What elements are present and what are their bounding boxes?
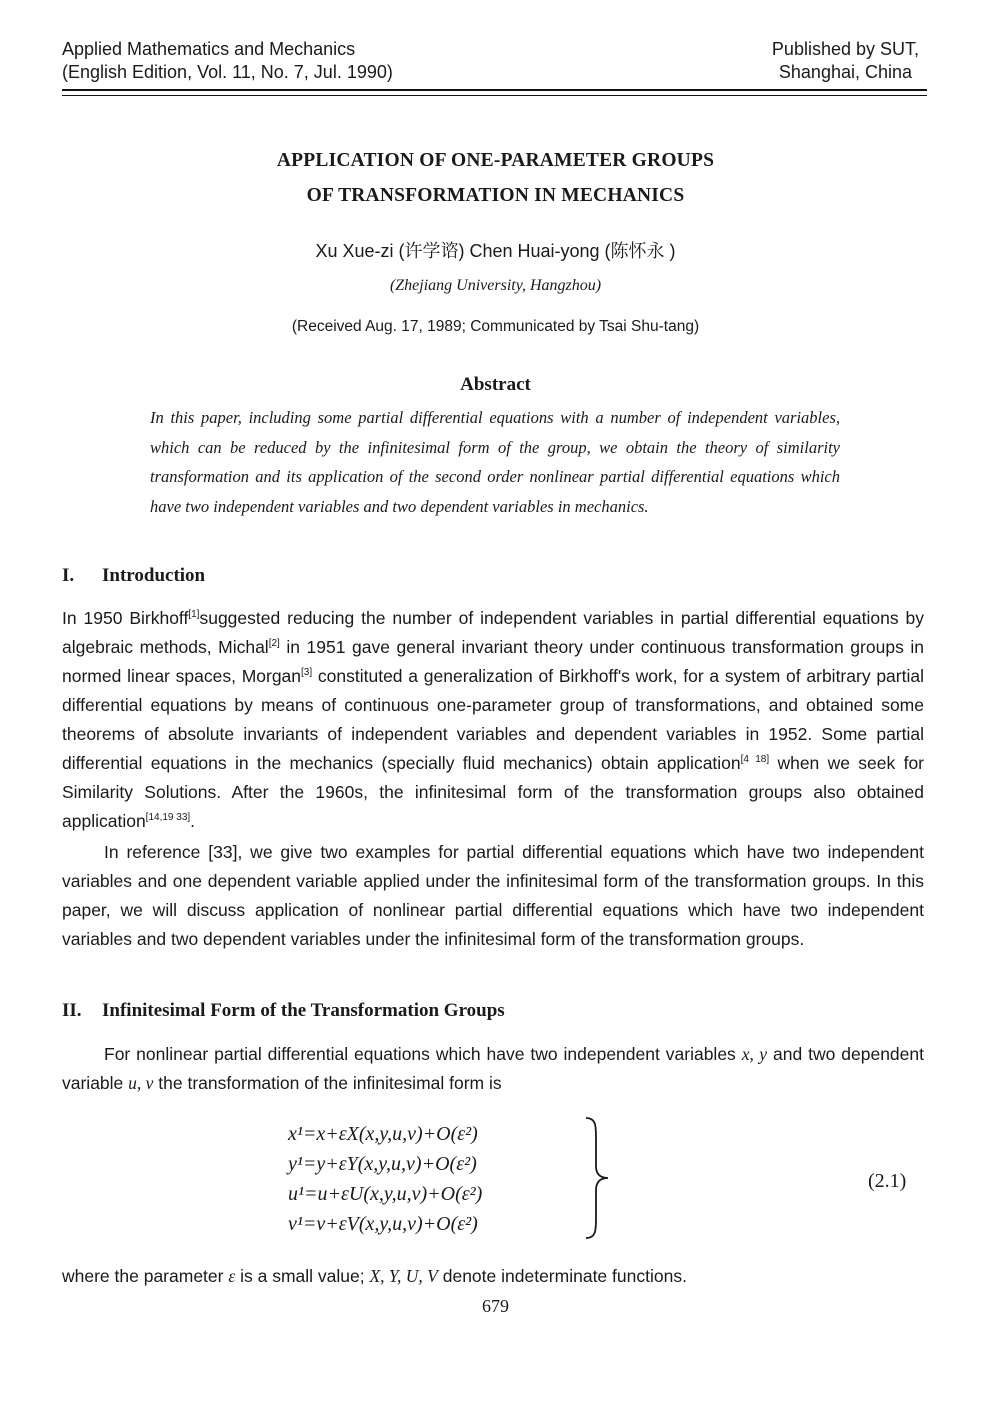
journal-name: Applied Mathematics and Mechanics: [62, 39, 356, 59]
affiliation: (Zhejiang University, Hangzhou): [389, 277, 602, 294]
page-number: 679: [482, 1296, 509, 1316]
section-2-heading: [62, 1000, 505, 1022]
citation: [1]: [188, 609, 200, 620]
intro-text: In 1950 Birkhoff: [62, 608, 189, 628]
publisher-location: Shanghai, China: [778, 62, 913, 82]
publisher-name: Published by SUT,: [771, 39, 919, 59]
equation-line: x¹=x+εX(x,y,u,v)+O(ε²): [288, 1123, 478, 1145]
citation: [4 18]: [740, 754, 770, 765]
equation-system-2-1: [288, 1119, 482, 1239]
equation-line: y¹=y+εY(x,y,u,v)+O(ε²): [288, 1153, 477, 1175]
body-text: denote indeterminate functions.: [437, 1266, 687, 1286]
authors: Xu Xue-zi (许学谘) Chen Huai-yong (陈怀永 ): [315, 241, 676, 261]
body-text: the transformation of the infinitesimal form is: [153, 1073, 502, 1093]
citation: [14,19 33]: [145, 812, 191, 823]
citation: [2]: [268, 638, 280, 649]
publisher-header: [772, 38, 919, 84]
paper-title: [0, 143, 991, 213]
equation-line: v¹=v+εV(x,y,u,v)+O(ε²): [288, 1213, 478, 1235]
header-rule-thin: [62, 95, 927, 96]
header-rule-thick: [62, 89, 927, 91]
body-text: and two dependent variable: [62, 1044, 924, 1093]
where-clause: [62, 1266, 687, 1287]
abstract-text: In this paper, including some partial differential equations with a number of independent variables, which can be reduced by the infinitesimal form of the group, we obtain the theory of similarity transformation and its application of the second order nonlinear partial differential equations which have two independent variables and two dependent variables in mechanics.: [150, 408, 840, 516]
section-number: II.: [62, 1000, 82, 1021]
variable: x, y: [741, 1044, 768, 1064]
received-date: (Received Aug. 17, 1989; Communicated by Tsai Shu-tang): [291, 318, 700, 335]
title-line-2: OF TRANSFORMATION IN MECHANICS: [306, 185, 685, 206]
equation-number: (2.1): [868, 1170, 907, 1192]
title-line-1: APPLICATION OF ONE-PARAMETER GROUPS: [276, 150, 715, 171]
variable: ε: [228, 1266, 236, 1286]
intro-text-2: In reference [33], we give two examples for partial differential equations which have two independent variables and one dependent variable applied under the infinitesimal form of the transformation groups. In this paper, we will discuss application of nonlinear partial differential equations which have two independent variables and two dependent variables under the infinitesimal form of the transformation groups.: [62, 842, 924, 949]
section-title: Introduction: [102, 565, 206, 586]
intro-paragraph-2: [62, 838, 924, 954]
intro-text: .: [190, 811, 196, 831]
equation-line: u¹=u+εU(x,y,u,v)+O(ε²): [288, 1183, 483, 1205]
section-title: Infinitesimal Form of the Transformation Groups: [102, 1000, 505, 1021]
intro-text: constituted a generalization of Birkhoff's work, for a system of arbitrary partial differential equations by means of continuous one-parameter group of transformations, and obtained some theorems of absolute invariants of independent variables and dependent variables in 1952. Some partial differential equations in the mechanics (specially fluid mechanics) obtain application: [62, 666, 924, 773]
variable: X, Y, U, V: [369, 1266, 438, 1286]
intro-paragraph-1: [62, 604, 924, 836]
journal-edition: (English Edition, Vol. 11, No. 7, Jul. 1990): [62, 62, 393, 82]
body-text: For nonlinear partial differential equations which have two independent variables: [104, 1044, 742, 1064]
section-2-paragraph: [62, 1040, 924, 1098]
section-1-heading: [62, 565, 205, 587]
body-text: is a small value;: [235, 1266, 370, 1286]
intro-text: when we seek for Similarity Solutions. After the 1960s, the infinitesimal form of the transformation groups also obtained application: [62, 753, 925, 831]
abstract-heading: Abstract: [460, 374, 531, 395]
intro-text: suggested reducing the number of independent variables in partial differential equations by algebraic methods, Michal: [62, 608, 924, 657]
right-brace: [582, 1114, 612, 1242]
body-text: where the parameter: [62, 1266, 229, 1286]
section-number: I.: [62, 565, 75, 586]
journal-header: [62, 38, 393, 84]
citation: [3]: [301, 667, 313, 678]
variable: u, v: [128, 1073, 154, 1093]
intro-text: in 1951 gave general invariant theory under continuous transformation groups in normed linear spaces, Morgan: [62, 637, 924, 686]
